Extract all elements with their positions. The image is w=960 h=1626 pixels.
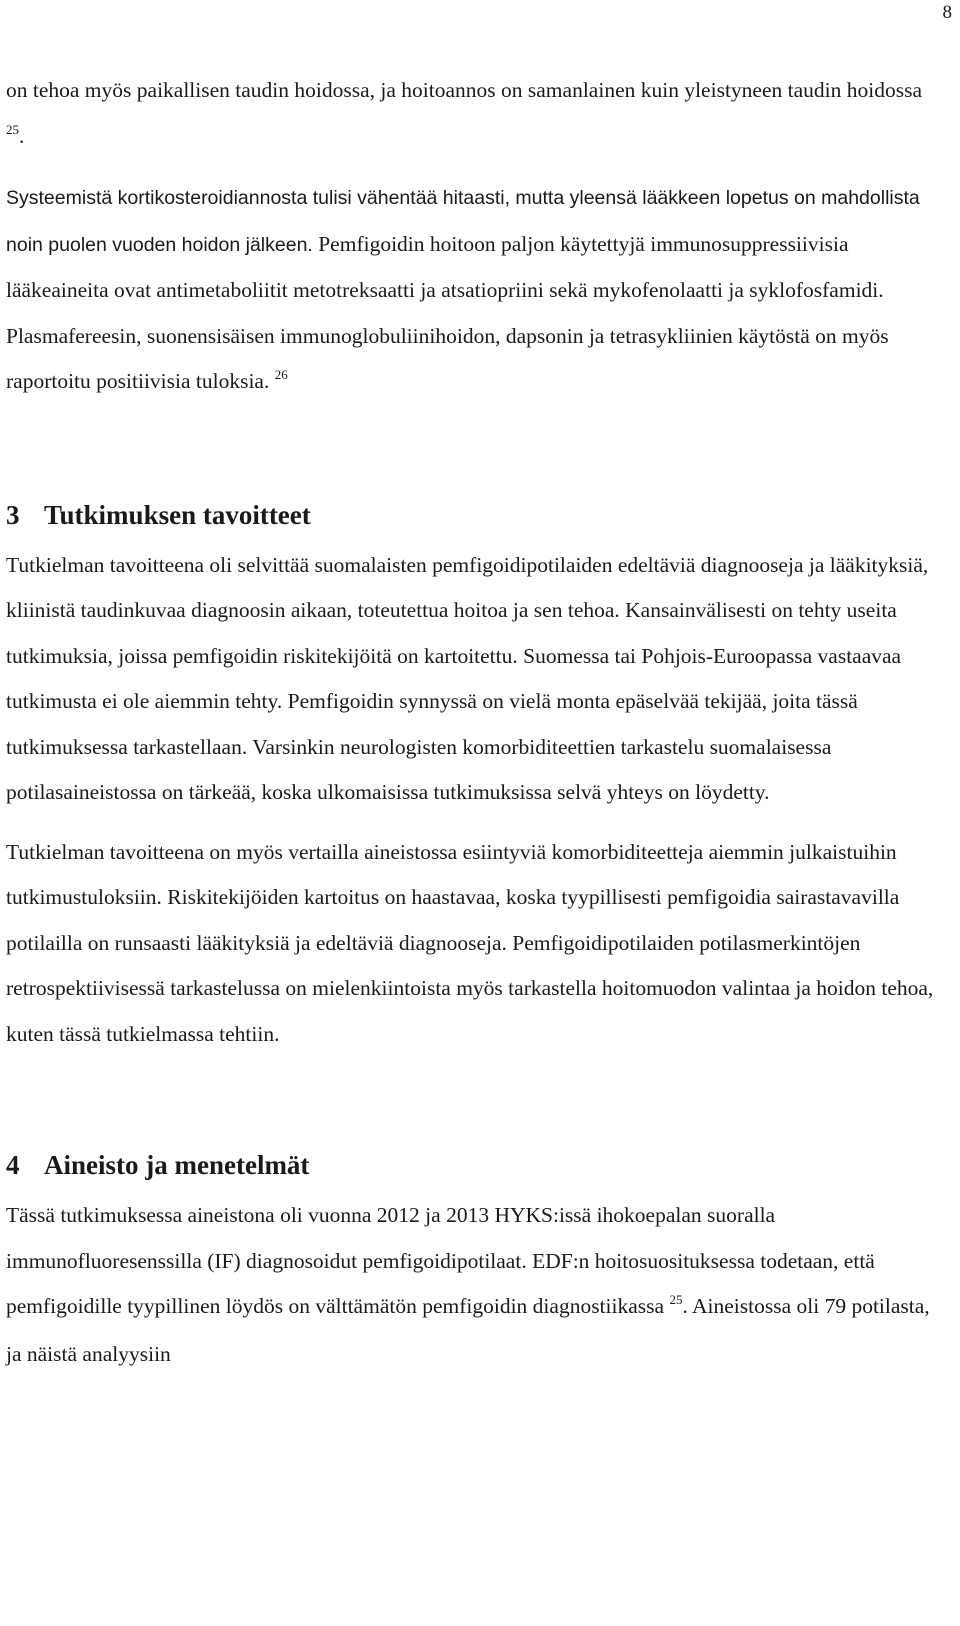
page-number: 8 — [942, 2, 952, 23]
citation-superscript: 25 — [6, 121, 19, 137]
paragraph-text-sans: Systeemistä kortikosteroidiannosta tulisi vähentää hitaasti, mutta yleensä lääkkeen lopetus on mahdollista noin puolen vuoden hoidon jälkeen. — [6, 187, 920, 256]
section-heading-4 — [6, 1145, 936, 1193]
paragraph-text: on tehoa myös paikallisen taudin hoidossa, ja hoitoannos on samanlainen kuin yleistyneen taudin hoidossa — [6, 78, 922, 102]
paragraph-text-end: . Aineistossa oli 79 potilasta, ja näistä analyysiin — [6, 1294, 930, 1366]
citation-superscript: 26 — [274, 367, 288, 382]
citation-superscript: 25 — [669, 1292, 683, 1307]
paragraph-continuation — [6, 68, 936, 161]
paragraph-text-end: . — [19, 123, 25, 148]
document-body — [6, 68, 936, 1377]
paragraph-text: Tässä tutkimuksessa aineistona oli vuonna 2012 ja 2013 HYKS:issä ihokoepalan suoralla immunofluoresenssilla (IF) diagnosoidut pemfigoidipotilaat. EDF:n hoitosuosituksessa todetaan, että pemfigoidille tyypillinen löydös on välttämätön pemfigoidin diagnostiikassa — [6, 1203, 875, 1318]
section-number: 3 — [6, 499, 20, 530]
section-title: Tutkimuksen tavoitteet — [44, 499, 311, 530]
paragraph-materials — [6, 1193, 936, 1377]
section-title: Aineisto ja menetelmät — [44, 1150, 310, 1180]
paragraph-treatment — [6, 175, 936, 407]
paragraph-text: Pemfigoidin hoitoon paljon käytettyjä immunosuppressiivisia lääkeaineita ovat antimetaboliitit metotreksaatti ja atsatiopriini sekä mykofenolaatti ja syklofosfamidi. Plasmafereesin, suonensisäisen immunoglobuliinihoidon, dapsonin ja tetrasykliinien käytöstä on myös raportoitu positiivisia tuloksia. — [6, 231, 889, 393]
section-heading-3 — [6, 495, 936, 543]
section-number: 4 — [6, 1150, 20, 1180]
paragraph-objectives-2: Tutkielman tavoitteena on myös vertailla aineistossa esiintyviä komorbiditeetteja aiemmin julkaistuihin tutkimustuloksiin. Riskitekijöiden kartoitus on haastavaa, koska tyypillisesti pemfigoidia sairastavavilla potilailla on runsaasti lääkityksiä ja edeltäviä diagnooseja. Pemfigoidipotilaiden potilasmerkintöjen retrospektiivisessä tarkastelussa on mielenkiintoista myös tarkastella hoitomuodon valintaa ja hoidon tehoa, kuten tässä tutkielmassa tehtiin. — [6, 839, 934, 1046]
paragraph-objectives-1: Tutkielman tavoitteena oli selvittää suomalaisten pemfigoidipotilaiden edeltäviä diagnooseja ja lääkityksiä, kliinistä taudinkuvaa diagnoosin aikaan, toteutettua hoitoa ja sen tehoa. Kansainvälisesti on tehty useita tutkimuksia, joissa pemfigoidin riskitekijöitä on kartoitettu. Suomessa tai Pohjois-Euroopassa vastaavaa tutkimusta ei ole aiemmin tehty. Pemfigoidin synnyssä on vielä monta epäselvää tekijää, joita tässä tutkimuksessa tarkastellaan. Varsinkin neurologisten komorbiditeettien tarkastelu suomalaisessa potilasaineistossa on tärkeää, koska ulkomaisissa tutkimuksissa selvä yhteys on löydetty. — [6, 552, 929, 804]
